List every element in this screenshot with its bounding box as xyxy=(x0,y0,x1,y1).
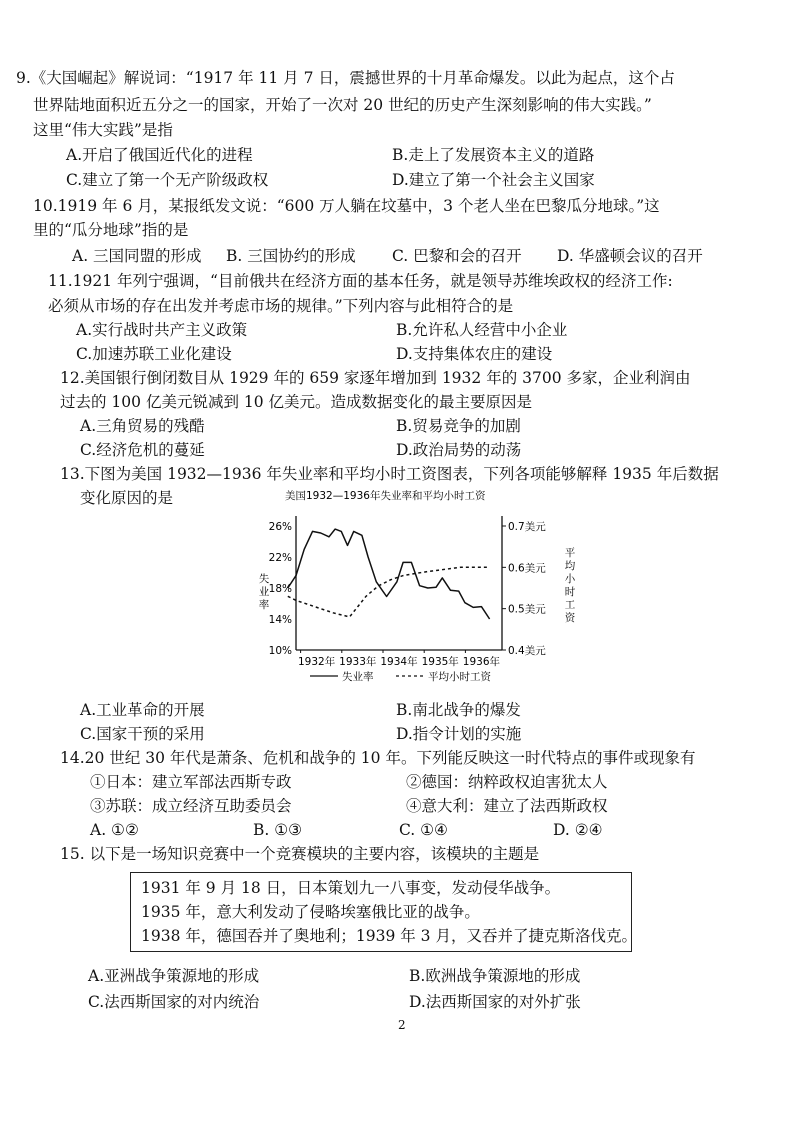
chart-right-axis-title-char: 小 xyxy=(564,573,576,585)
chart-right-axis-title-char: 平 xyxy=(564,547,576,559)
q9-option-d[interactable]: D.建立了第一个社会主义国家 xyxy=(392,171,595,189)
q14-item-4: ④意大利：建立了法西斯政权 xyxy=(406,797,608,815)
q14-item-2: ②德国：纳粹政权迫害犹太人 xyxy=(406,773,608,791)
q11-option-c[interactable]: C.加速苏联工业化建设 xyxy=(76,345,232,363)
q11-stem-line1: 11.1921 年列宁强调，“目前俄共在经济方面的基本任务，就是领导苏维埃政权的经济工作: xyxy=(48,272,673,290)
q10-option-d[interactable]: D. 华盛顿会议的召开 xyxy=(557,247,703,265)
q9-option-a[interactable]: A.开启了俄国近代化的进程 xyxy=(66,146,253,164)
q15-option-b[interactable]: B.欧洲战争策源地的形成 xyxy=(409,967,581,985)
q14-option-a[interactable]: A. ①② xyxy=(90,821,139,839)
q12-option-d[interactable]: D.政治局势的动荡 xyxy=(396,441,522,459)
q12-option-b[interactable]: B.贸易竞争的加剧 xyxy=(396,417,521,435)
chart-left-axis-title-char: 失 xyxy=(258,573,270,585)
q9-stem-line1: 9.《大国崛起》解说词：“1917 年 11 月 7 日，震撼世界的十月革命爆发。以此为起点，这个占 xyxy=(16,69,675,87)
chart-x-tick-label: 1936年 xyxy=(462,656,501,668)
q15-option-a[interactable]: A.亚洲战争策源地的形成 xyxy=(88,967,260,985)
chart-right-tick-label: 0.5美元 xyxy=(508,603,546,616)
legend-wage-label: 平均小时工资 xyxy=(428,671,491,683)
chart-title: 美国1932—1936年失业率和平均小时工资 xyxy=(285,490,486,502)
q14-option-d[interactable]: D. ②④ xyxy=(553,821,603,839)
legend-unemployment-label: 失业率 xyxy=(342,671,374,683)
chart-right-axis-title-char: 资 xyxy=(564,612,576,624)
q9-stem-line3: 这里“伟大实践”是指 xyxy=(33,121,173,139)
q10-stem-line2: 里的“瓜分地球”指的是 xyxy=(33,221,189,239)
q9-stem-line2: 世界陆地面积近五分之一的国家，开始了一次对 20 世纪的历史产生深刻影响的伟大实践。” xyxy=(33,96,652,114)
q14-item-3: ③苏联：成立经济互助委员会 xyxy=(90,797,292,815)
q9-option-c[interactable]: C.建立了第一个无产阶级政权 xyxy=(66,171,269,189)
q14-stem-line1: 14.20 世纪 30 年代是萧条、危机和战争的 10 年。下列能反映这一时代特点的事件或现象有 xyxy=(60,749,696,767)
q14-option-b[interactable]: B. ①③ xyxy=(253,821,303,839)
chart-right-axis-title-char: 时 xyxy=(564,586,576,598)
q13-stem-line1: 13.下图为美国 1932—1936 年失业率和平均小时工资图表，下列各项能够解释 1935 年后数据 xyxy=(60,465,719,483)
q14-item-1: ①日本：建立军部法西斯专政 xyxy=(90,773,292,791)
q15-box-line3: 1938 年，德国吞并了奥地利；1939 年 3 月，又吞并了捷克斯洛伐克。 xyxy=(141,927,637,945)
q14-option-c[interactable]: C. ①④ xyxy=(399,821,448,839)
q12-stem-line1: 12.美国银行倒闭数目从 1929 年的 659 家逐年增加到 1932 年的 3700 多家，企业利润由 xyxy=(60,369,691,387)
q10-option-c[interactable]: C. 巴黎和会的召开 xyxy=(392,247,522,265)
q15-material-box xyxy=(130,872,637,952)
q15-option-d[interactable]: D.法西斯国家的对外扩张 xyxy=(409,993,581,1011)
q13-option-b[interactable]: B.南北战争的爆发 xyxy=(396,701,521,719)
chart-left-tick-label: 26% xyxy=(268,521,292,533)
q12-option-c[interactable]: C.经济危机的蔓延 xyxy=(80,441,205,459)
q11-option-a[interactable]: A.实行战时共产主义政策 xyxy=(76,321,248,339)
chart-x-tick-label: 1933年 xyxy=(339,656,377,668)
q11-option-b[interactable]: B.允许私人经营中小企业 xyxy=(396,321,568,339)
chart-right-axis-title-char: 工 xyxy=(564,599,576,611)
q15-box-line2: 1935 年，意大利发动了侵略埃塞俄比亚的战争。 xyxy=(141,903,480,921)
chart-right-tick-label: 0.7美元 xyxy=(508,521,546,533)
q13-option-c[interactable]: C.国家干预的采用 xyxy=(80,725,205,743)
chart-left-tick-label: 10% xyxy=(268,645,292,657)
q13-stem-line2: 变化原因的是 xyxy=(80,489,174,507)
page-number: 2 xyxy=(398,1018,406,1032)
chart-left-tick-label: 22% xyxy=(268,552,292,564)
chart-left-tick-label: 18% xyxy=(268,583,292,595)
q11-option-d[interactable]: D.支持集体农庄的建设 xyxy=(396,345,553,363)
q15-box-line1: 1931 年 9 月 18 日，日本策划九一八事变，发动侵华战争。 xyxy=(141,879,561,897)
q10-option-a[interactable]: A. 三国同盟的形成 xyxy=(72,247,202,265)
chart-x-tick-label: 1934年 xyxy=(380,656,418,668)
chart-right-tick-label: 0.4美元 xyxy=(508,645,546,657)
chart-left-axis-title-char: 业 xyxy=(258,586,270,598)
q10-stem-line1: 10.1919 年 6 月，某报纸发文说：“600 万人躺在坟墓中，3 个老人坐在巴黎瓜分地球。”这 xyxy=(33,197,660,215)
q13-option-d[interactable]: D.指令计划的实施 xyxy=(396,725,522,743)
chart-x-tick-label: 1935年 xyxy=(421,656,459,668)
q13-option-a[interactable]: A.工业革命的开展 xyxy=(80,701,205,719)
chart-right-tick-label: 0.6美元 xyxy=(508,562,546,575)
chart-right-axis-title-char: 均 xyxy=(564,560,576,572)
q9-option-b[interactable]: B.走上了发展资本主义的道路 xyxy=(392,146,595,164)
chart-left-axis-title-char: 率 xyxy=(258,599,270,611)
chart-left-tick-label: 14% xyxy=(268,614,292,626)
q15-option-c[interactable]: C.法西斯国家的对内统治 xyxy=(88,993,260,1011)
chart-x-tick-label: 1932年 xyxy=(297,656,336,668)
q11-stem-line2: 必须从市场的存在出发并考虑市场的规律。”下列内容与此相符合的是 xyxy=(48,297,514,315)
q15-stem-line1: 15. 以下是一场知识竞赛中一个竞赛模块的主要内容，该模块的主题是 xyxy=(60,845,540,863)
q12-stem-line2: 过去的 100 亿美元锐减到 10 亿美元。造成数据变化的最主要原因是 xyxy=(60,393,533,411)
unemployment-rate-line xyxy=(288,529,490,619)
unemployment-wage-chart xyxy=(240,486,580,698)
q10-option-b[interactable]: B. 三国协约的形成 xyxy=(226,247,356,265)
q12-option-a[interactable]: A.三角贸易的残酷 xyxy=(80,417,205,435)
chart-series-group xyxy=(288,529,490,619)
